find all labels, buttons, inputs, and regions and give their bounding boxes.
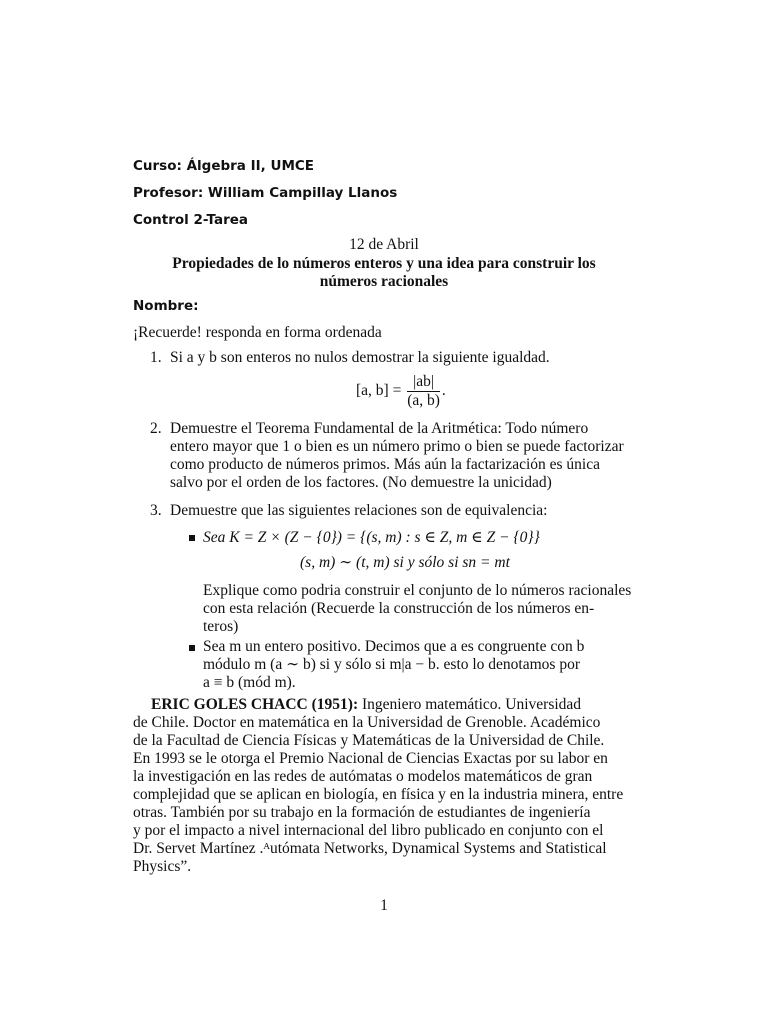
item-number: 1. xyxy=(150,349,162,366)
bio-line: y por el impacto a nivel internacional del libro publicado en conjunto con el xyxy=(133,822,604,839)
item-2-line: salvo por el orden de los factores. (No demuestre la unicidad) xyxy=(170,474,552,491)
explanation-line: con esta relación (Recuerde la construcción de los números en- xyxy=(203,600,595,617)
bio-line: la investigación en las redes de autómatas o modelos matemáticos de gran xyxy=(133,768,593,785)
bio-name: ERIC GOLES CHACC (1951): xyxy=(151,696,359,713)
item-number: 2. xyxy=(150,420,162,437)
bullet-1-relation: (s, m) ∼ (t, m) si y sólo si sn = mt xyxy=(300,554,510,571)
explanation-line: teros) xyxy=(203,618,239,635)
page-number: 1 xyxy=(380,897,388,914)
bio-line: Physics”. xyxy=(133,858,192,875)
bio-line: Dr. Servet Martínez .ᴬutómata Networks, Dynamical Systems and Statistical xyxy=(133,840,607,857)
title-line-1: Propiedades de lo números enteros y una idea para construir los xyxy=(172,255,596,272)
bio-line: Ingeniero matemático. Universidad xyxy=(361,696,582,713)
bullet-2-line: Sea m un entero positivo. Decimos que a es congruente con b xyxy=(203,638,585,655)
item-2-line: entero mayor que 1 o bien es un número primo o bien se puede factorizar xyxy=(170,438,624,455)
course-label: Curso: Álgebra II, UMCE xyxy=(133,158,315,174)
bio-line: de la Facultad de Ciencia Físicas y Matemáticas de la Universidad de Chile. xyxy=(133,732,605,749)
formula-numerator: |ab| xyxy=(407,373,440,392)
nombre-label: Nombre: xyxy=(133,298,199,314)
bullet-2-line: módulo m (a ∼ b) si y sólo si m|a − b. esto lo denotamos por xyxy=(203,656,580,673)
formula-lhs: [a, b] = xyxy=(356,382,402,400)
item-2-text xyxy=(170,420,636,492)
bio-paragraph xyxy=(133,696,638,876)
bullet-2-text xyxy=(203,638,643,692)
item-number: 3. xyxy=(150,502,162,519)
item-1-formula: [a, b] = $\frac{|ab|}{(a, b)}$ . xyxy=(356,373,446,409)
reminder-text: ¡Recuerde! responda en forma ordenada xyxy=(133,324,382,341)
formula-denominator: (a, b) xyxy=(407,392,440,409)
bio-line: de Chile. Doctor en matemática en la Universidad de Grenoble. Académico xyxy=(133,714,601,731)
item-2-line: como producto de números primos. Más aún la factarización es única xyxy=(170,456,600,473)
bullet-square-icon xyxy=(189,535,195,541)
bullet-2-line: a ≡ b (mód m). xyxy=(203,674,296,691)
title-line-2: números racionales xyxy=(319,273,449,290)
formula-fraction xyxy=(407,373,440,410)
item-2-line: Demuestre el Teorema Fundamental de la Aritmética: Todo número xyxy=(170,420,589,437)
bullet-1-text: Sea K = Z × (Z − {0}) = {(s, m) : s ∈ Z, m ∈ Z − {0}} xyxy=(203,529,540,546)
bullet-1-explanation xyxy=(203,582,643,636)
explanation-line: Explique como podria construir el conjunto de lo números racionales xyxy=(203,582,632,599)
bio-line: En 1993 se le otorga el Premio Nacional de Ciencias Exactas por su labor en xyxy=(133,750,608,767)
bullet-square-icon xyxy=(189,645,195,651)
bio-line: complejidad que se aplican en biología, en física y en la industria minera, entre xyxy=(133,786,624,803)
item-1-text: Si a y b son enteros no nulos demostrar la siguiente igualdad. xyxy=(170,349,550,366)
control-label: Control 2-Tarea xyxy=(133,212,249,228)
bio-first-line xyxy=(133,696,638,714)
bio-line: otras. También por su trabajo en la formación de estudiantes de ingeniería xyxy=(133,804,591,821)
date: 12 de Abril xyxy=(349,236,419,253)
item-3-text: Demuestre que las siguientes relaciones son de equivalencia: xyxy=(170,502,548,519)
professor-label: Profesor: William Campillay Llanos xyxy=(133,185,398,201)
